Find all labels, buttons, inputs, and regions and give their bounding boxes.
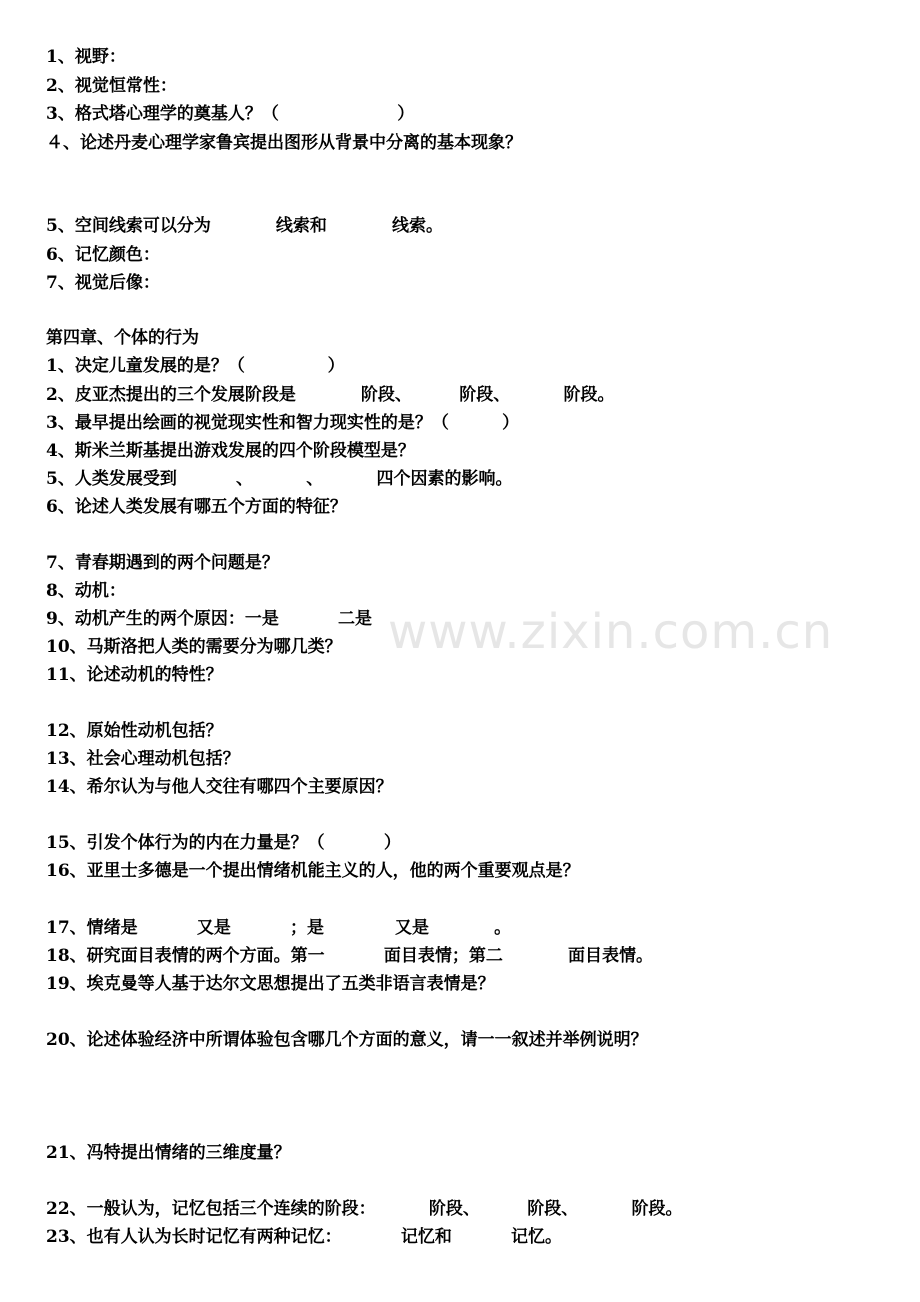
question-line: 2、皮亚杰提出的三个发展阶段是 阶段、 阶段、 阶段。 (46, 385, 615, 405)
question-line: 15、引发个体行为的内在力量是？（ ） (46, 833, 401, 853)
question-line: 12、原始性动机包括？ (46, 721, 223, 741)
question-line: 16、亚里士多德是一个提出情绪机能主义的人，他的两个重要观点是？ (46, 861, 580, 881)
question-line: 3、最早提出绘画的视觉现实性和智力现实性的是？（ ） (46, 413, 520, 433)
question-line: 20、论述体验经济中所谓体验包含哪几个方面的意义，请一一叙述并举例说明？ (46, 1030, 648, 1050)
question-line: 2、视觉恒常性： (46, 76, 177, 96)
question-line: 9、动机产生的两个原因：一是 二是 (46, 609, 373, 629)
question-line: 19、埃克曼等人基于达尔文思想提出了五类非语言表情是？ (46, 974, 495, 994)
question-line: 8、动机： (46, 581, 126, 601)
question-line: 23、也有人认为长时记忆有两种记忆： 记忆和 记忆。 (46, 1227, 563, 1247)
question-line: 14、希尔认为与他人交往有哪四个主要原因？ (46, 777, 393, 797)
question-line: 1、视野： (46, 47, 126, 67)
question-line: 18、研究面目表情的两个方面。第一 面目表情；第二 面目表情。 (46, 946, 653, 966)
watermark: www.zixin.com.cn (388, 604, 834, 660)
question-line: 6、记忆颜色： (46, 245, 160, 265)
question-line: 11、论述动机的特性？ (46, 665, 223, 685)
question-line: 5、空间线索可以分为 线索和 线索。 (46, 216, 444, 236)
question-line: 7、青春期遇到的两个问题是？ (46, 553, 279, 573)
chapter-heading: 第四章、个体的行为 (46, 328, 199, 348)
question-line: 7、视觉后像： (46, 273, 160, 293)
question-line: 4、斯米兰斯基提出游戏发展的四个阶段模型是？ (46, 441, 415, 461)
question-line: 10、马斯洛把人类的需要分为哪几类？ (46, 637, 342, 657)
question-line: 1、决定儿童发展的是？（ ） (46, 356, 345, 376)
question-line: ４、论述丹麦心理学家鲁宾提出图形从背景中分离的基本现象？ (46, 133, 522, 153)
question-line: 13、社会心理动机包括？ (46, 749, 240, 769)
question-line: 6、论述人类发展有哪五个方面的特征？ (46, 497, 347, 517)
question-line: 3、格式塔心理学的奠基人？（ ） (46, 104, 415, 124)
question-line: 22、一般认为，记忆包括三个连续的阶段： 阶段、 阶段、 阶段。 (46, 1199, 683, 1219)
question-line: 5、人类发展受到 、 、 四个因素的影响。 (46, 469, 513, 489)
question-line: 17、情绪是 又是 ；是 又是 。 (46, 918, 512, 938)
question-line: 21、冯特提出情绪的三维度量？ (46, 1143, 291, 1163)
